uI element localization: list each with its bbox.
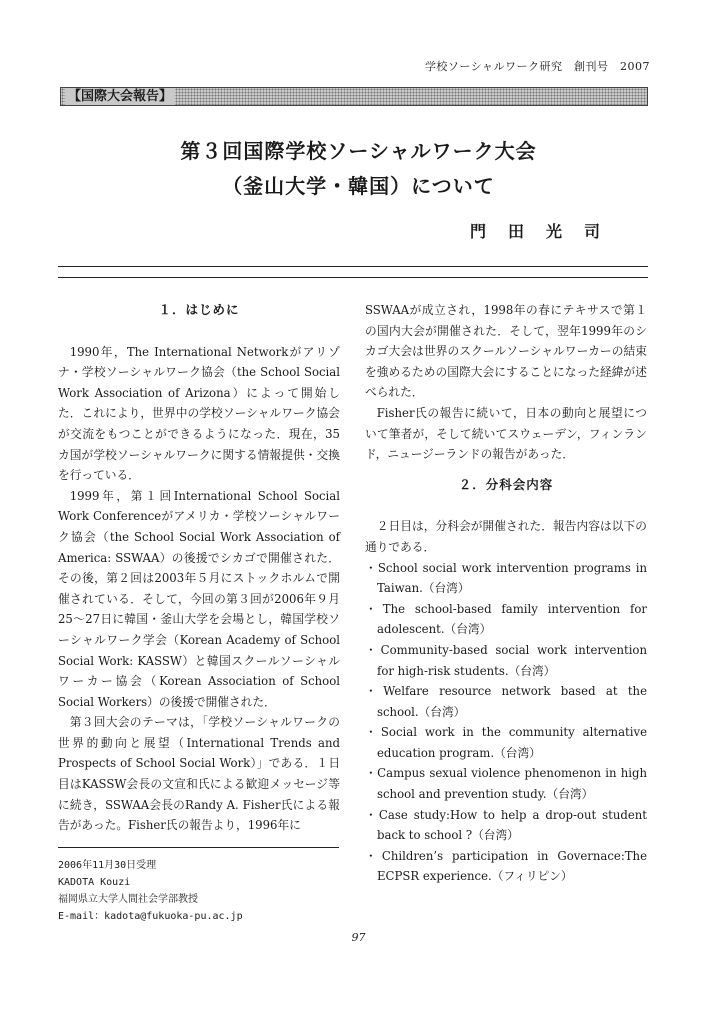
body-paragraph: Fisher氏の報告に続いて，日本の動向と展望について筆者が，そして続いてスウェーデン，フィンランド，ニュージーランドの報告があった． bbox=[365, 405, 647, 462]
author-char: 光 bbox=[545, 222, 562, 241]
divider-top bbox=[58, 266, 648, 267]
left-column bbox=[58, 300, 340, 836]
body-paragraph: 1990年，The International Networkがアリゾナ・学校ソーシャルワーク協会（the School Social Work Association of Arizona）によって開始した．これにより，世界中の学校ソーシャルワーク協会が交流をもつことができるようになった．現在，35カ国が学校ソーシャルワークに関する情報提供・交換を行っている． bbox=[58, 344, 340, 483]
footnote-rule bbox=[58, 847, 339, 848]
author-char: 司 bbox=[583, 222, 600, 241]
footnote bbox=[58, 857, 358, 925]
body-paragraph: SSWAAが成立され，1998年の春にテキサスで第１の国内大会が開催された．そして，翌年1999年のシカゴ大会は世界のスクールソーシャルワーカーの結束を強めるための国際大会にすることになった経緯が述べられた． bbox=[365, 303, 647, 400]
section-heading-intro: １．はじめに bbox=[158, 302, 240, 317]
body-paragraph: ２日目は，分科会が開催された．報告内容は以下の通りである． bbox=[365, 519, 647, 554]
body-paragraph: 1999年，第１回International School Social Work Conferenceがアメリカ・学校ソーシャルワーク協会（the School Social Work Association of America: SSWAA）の後援でシカゴで開催された．その後，第２回は2003年５月にストックホルムで開催されている．そして，今回の第３回が2006年９月25～27日に韓国・釜山大学を会場とし，韓国学校ソーシャルワーク学会（Korean Academy of School Social Work: KASSW）と韓国スクールソーシャルワーカー協会（Korean Association of School Social Workers）の後援で開催された． bbox=[58, 488, 340, 709]
author-char: 田 bbox=[507, 222, 524, 241]
section-heading-sessions: ２．分科会内容 bbox=[458, 476, 554, 492]
footnote-email: E-mail：kadota@fukuoka-pu.ac.jp bbox=[58, 911, 243, 922]
list-item: ・School social work intervention programs in Taiwan.（台湾） bbox=[365, 560, 647, 596]
list-item: ・Community-based social work intervention for high-risk students.（台湾） bbox=[365, 642, 647, 678]
list-item: ・Children’s participation in Governace:The ECPSR experience.（フィリピン） bbox=[365, 848, 647, 884]
list-item: ・Welfare resource network based at the school.（台湾） bbox=[365, 684, 647, 719]
title-line-1: 第３回国際学校ソーシャルワーク大会 bbox=[180, 139, 537, 163]
list-item: ・Social work in the community alternative education program.（台湾） bbox=[365, 725, 647, 760]
list-item: ・Case study:How to help a drop-out student back to school ?（台湾） bbox=[365, 807, 647, 843]
page-number: 97 bbox=[351, 931, 366, 944]
list-item: ・The school-based family intervention for adolescent.（台湾） bbox=[365, 601, 647, 637]
section-bar bbox=[60, 87, 648, 106]
footnote-affiliation: 福岡県立大学人間社会学部教授 bbox=[58, 894, 198, 905]
footnote-received: 2006年11月30日受理 bbox=[58, 860, 157, 871]
section-label: 【国際大会報告】 bbox=[65, 88, 175, 105]
body-paragraph: 第３回大会のテーマは，「学校ソーシャルワークの世界的動向と展望（International Trends and Prospects of School Social Work）」である．１日目はKASSW会長の文宣和氏による歓迎メッセージ等に続き，SSWAA会長のRandy A. Fisher氏による報告があった。Fisher氏の報告より，1996年に bbox=[58, 715, 340, 833]
footnote-romanized-name: KADOTA Kouzi bbox=[58, 877, 131, 888]
right-column bbox=[365, 300, 647, 887]
divider-bottom bbox=[58, 277, 648, 278]
title-line-2: （釜山大学・韓国）について bbox=[222, 174, 495, 198]
journal-header: 学校ソーシャルワーク研究 創刊号 2007 bbox=[424, 60, 650, 73]
author-char: 門 bbox=[470, 222, 487, 241]
author-name bbox=[470, 219, 600, 242]
list-item: ・Campus sexual violence phenomenon in high school and prevention study.（台湾） bbox=[365, 766, 647, 802]
